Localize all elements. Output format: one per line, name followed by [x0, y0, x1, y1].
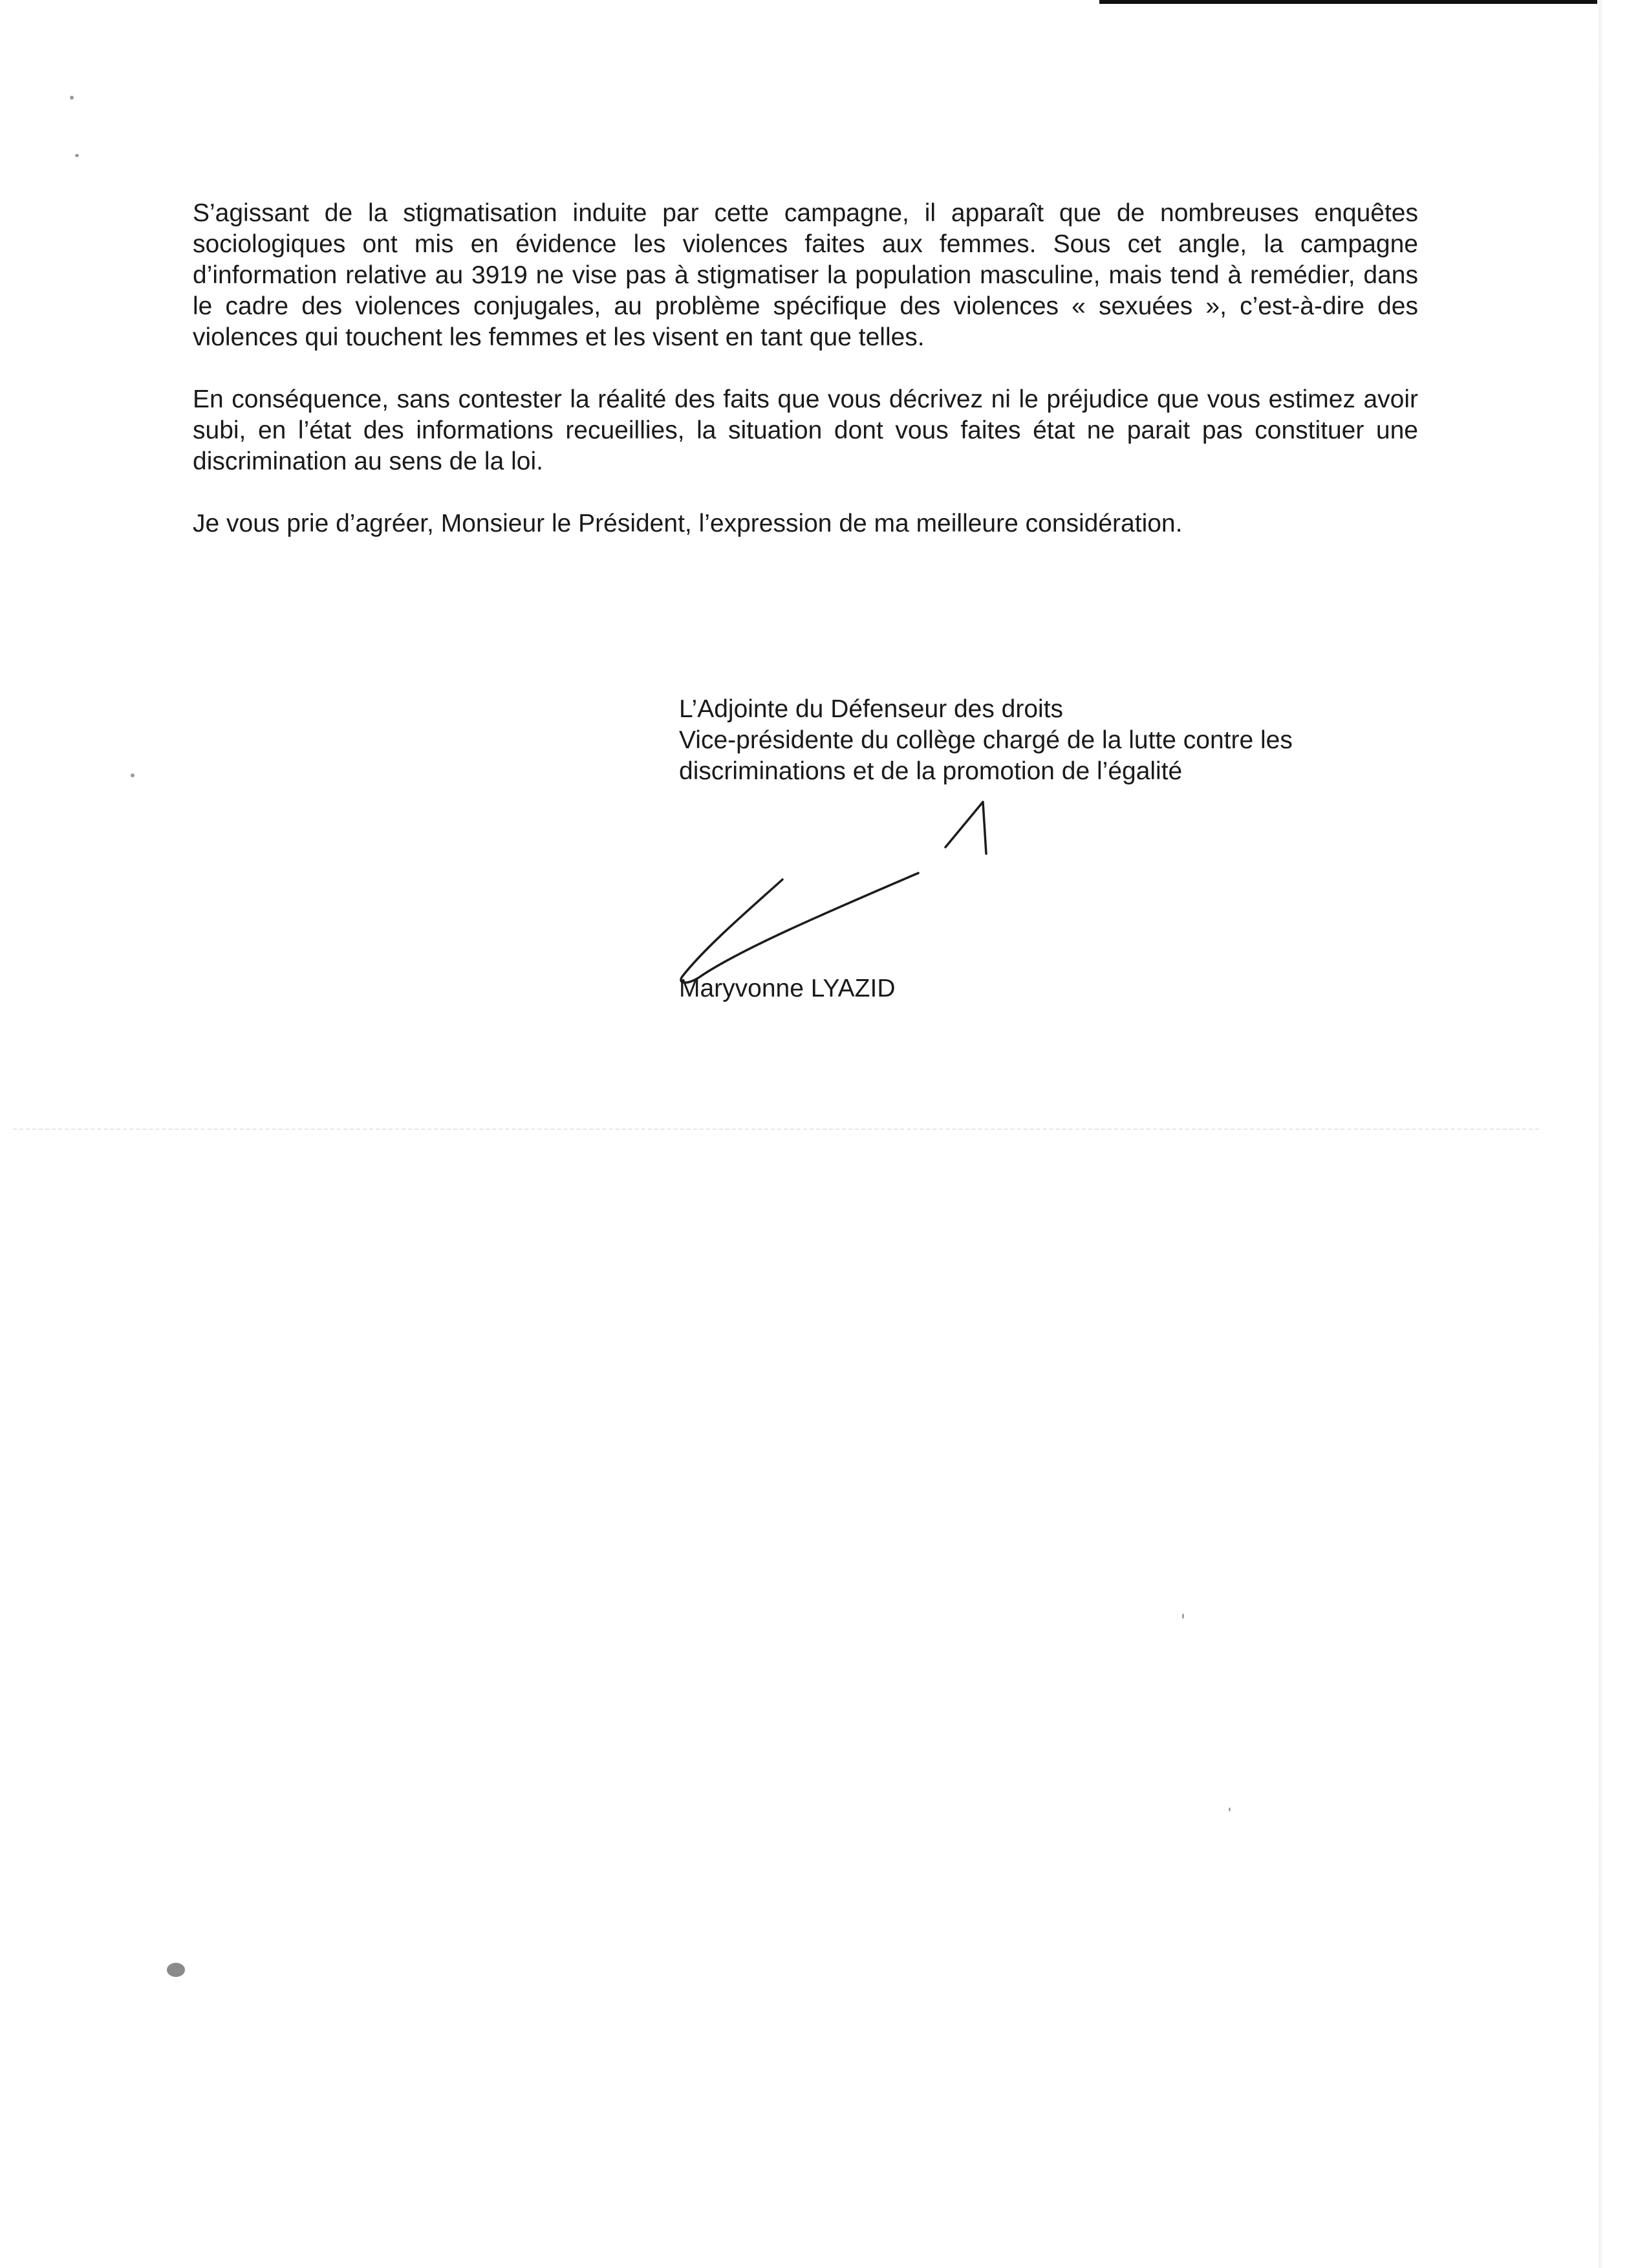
scan-speck [1182, 1614, 1184, 1619]
scan-edge-right [1599, 0, 1602, 2268]
signatory-name: Maryvonne LYAZID [679, 975, 896, 1002]
paragraph-stigmatisation: S’agissant de la stigmatisation induite par cette campagne, il apparaît que de nombreuses enquêtes sociologiques ont mis en évidence les violences faites aux femmes. Sous cet angle, la campagne d’information relative au 3919 ne vise pas à stigmatiser la population masculine, mais tend à remédier, dans le cadre des violences conjugales, au problème spécifique des violences « sexuées », c’est-à-dire des violences qui touchent les femmes et les visent en tant que telles. [193, 199, 1418, 351]
scan-speck [167, 1963, 185, 1977]
signatory-title-line-1: L’Adjointe du Défenseur des droits [679, 695, 1064, 723]
scan-edge-top [1099, 0, 1597, 4]
paragraph-consequence: En conséquence, sans contester la réalité des faits que vous décrivez ni le préjudice que vous estimez avoir subi, en l’état des informations recueillies, la situation dont vous faites état ne parait pas constituer une discrimination au sens de la loi. [193, 385, 1418, 475]
paper-fold-line [13, 1129, 1539, 1131]
signatory-title-line-3: discriminations et de la promotion de l’égalité [679, 757, 1183, 785]
scan-speck [131, 773, 135, 777]
letter-body [193, 198, 1418, 570]
scan-speck [70, 96, 74, 100]
signatory-title-line-2: Vice-présidente du collège chargé de la lutte contre les [679, 726, 1293, 754]
scan-speck [75, 154, 79, 157]
handwritten-signature [660, 770, 1022, 1002]
paragraph-closing: Je vous prie d’agréer, Monsieur le Président, l’expression de ma meilleure considération. [193, 510, 1183, 537]
scan-speck [1229, 1808, 1231, 1811]
